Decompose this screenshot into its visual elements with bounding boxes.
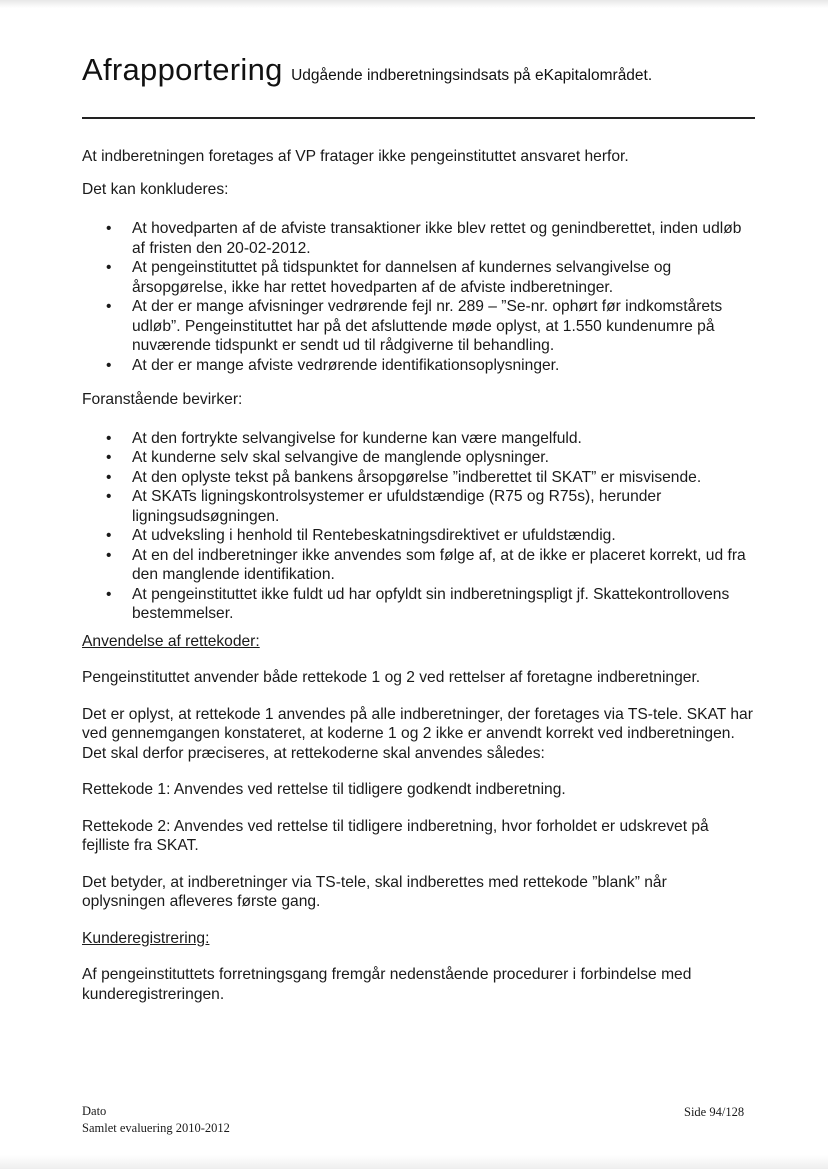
- paragraph-rettekode-findings: Det er oplyst, at rettekode 1 anvendes på alle indberetninger, der foretages via TS-tele. SKAT har ved gennemgangen konstateret, at koderne 1 og 2 ikke er anvendt korrekt ved indberetningen. Det skal derfor præciseres, at rettekoderne skal anvendes således:: [82, 705, 753, 762]
- page-header: [82, 52, 762, 88]
- list-item: • At pengeinstituttet på tidspunktet for dannelsen af kundernes selvangivelse og årsopgørelse, ikke har rettet hovedparten af de afviste indberetninger.: [82, 258, 754, 297]
- list-item: • At en del indberetninger ikke anvendes som følge af, at de ikke er placeret korrekt, ud fra den manglende identifikation.: [82, 546, 754, 585]
- list-item: • At den fortrykte selvangivelse for kunderne kan være mangelfuld.: [82, 429, 754, 449]
- list-item: • At SKATs ligningskontrolsystemer er ufuldstændige (R75 og R75s), herunder ligningsudsøgningen.: [82, 487, 754, 526]
- paragraph-effects-intro: Foranstående bevirker:: [82, 391, 243, 408]
- paragraph-rettekode-blank: Det betyder, at indberetninger via TS-tele, skal indberettes med rettekode ”blank” når oplysningen afleveres første gang.: [82, 873, 667, 910]
- page-number: Side 94/128: [684, 1105, 745, 1119]
- list-item: • At udveksling i henhold til Rentebeskatningsdirektivet er ufuldstændig.: [82, 526, 754, 546]
- conclusion-list: [82, 219, 754, 375]
- list-item: • At hovedparten af de afviste transaktioner ikke blev rettet og genindberettet, inden udløb af fristen den 20-02-2012.: [82, 219, 754, 258]
- document-body: [82, 147, 754, 1004]
- paragraph-vp: At indberetningen foretages af VP fratager ikke pengeinstituttet ansvaret herfor.: [82, 148, 629, 165]
- footer-left: [82, 1103, 230, 1137]
- list-item: • At der er mange afvisninger vedrørende fejl nr. 289 – ”Se-nr. ophørt før indkomstårets udløb”. Pengeinstituttet har på det afsluttende møde oplyst, at 1.550 kundenumre på nuværende tidspunkt er sendt ud til rådgiverne til behandling.: [82, 297, 754, 356]
- section-heading-kunderegistrering: Kunderegistrering:: [82, 929, 210, 947]
- paragraph-kunderegistrering: Af pengeinstituttets forretningsgang fremgår nedenstående procedurer i forbindelse med kunderegistreringen.: [82, 966, 692, 1003]
- page-subtitle: Udgående indberetningsindsats på eKapitalområdet.: [291, 67, 653, 84]
- paragraph-rettekode-2: Rettekode 2: Anvendes ved rettelse til tidligere indberetning, hvor forholdet er udskrevet på fejlliste fra SKAT.: [82, 817, 709, 854]
- page-title: Afrapportering: [82, 52, 283, 87]
- section-heading-rettekoder: Anvendelse af rettekoder:: [82, 632, 260, 650]
- list-item: • At pengeinstituttet ikke fuldt ud har opfyldt sin indberetningspligt jf. Skattekontrollovens bestemmelser.: [82, 585, 754, 624]
- effects-list: [82, 429, 754, 624]
- list-item: • At kunderne selv skal selvangive de manglende oplysninger.: [82, 448, 754, 468]
- paragraph-rettekode-1: Rettekode 1: Anvendes ved rettelse til tidligere godkendt indberetning.: [82, 781, 566, 798]
- list-item: • At den oplyste tekst på bankens årsopgørelse ”indberettet til SKAT” er misvisende.: [82, 468, 754, 488]
- paragraph-conclusion-intro: Det kan konkluderes:: [82, 180, 229, 198]
- footer-document-name: Samlet evaluering 2010-2012: [82, 1121, 230, 1135]
- header-rule: [82, 117, 755, 119]
- list-item: • At der er mange afviste vedrørende identifikationsoplysninger.: [82, 356, 754, 376]
- page-edge: [0, 0, 828, 8]
- page-edge: [0, 1155, 828, 1169]
- paragraph-rettekode-usage: Pengeinstituttet anvender både rettekode 1 og 2 ved rettelser af foretagne indberetninger.: [82, 669, 701, 686]
- footer-date-label: Dato: [82, 1104, 107, 1118]
